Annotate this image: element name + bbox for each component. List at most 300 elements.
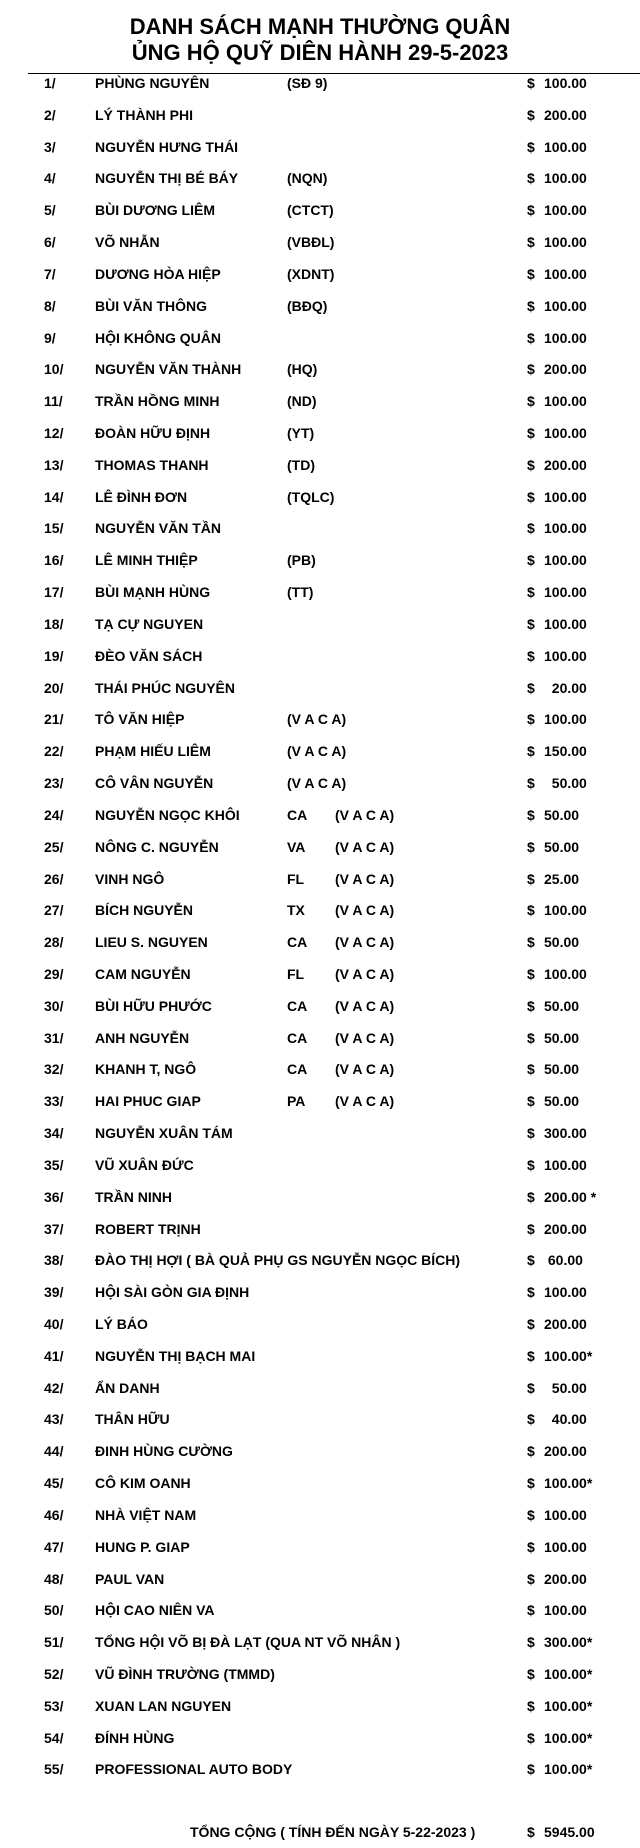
- currency-symbol: $: [527, 1539, 535, 1555]
- list-item: [0, 455, 640, 475]
- entry-number: 6/: [44, 234, 56, 250]
- donor-name: ĐÍNH HÙNG: [95, 1730, 175, 1746]
- donor-name: TẠ CỰ NGUYEN: [95, 616, 204, 632]
- list-item: [0, 932, 640, 952]
- currency-symbol: $: [527, 457, 535, 473]
- currency-symbol: $: [527, 934, 535, 950]
- donor-name: ĐINH HÙNG CƯỜNG: [95, 1443, 233, 1459]
- currency-symbol: $: [527, 1761, 535, 1777]
- donor-organization: (V A C A): [335, 1030, 395, 1046]
- currency-symbol: $: [527, 711, 535, 727]
- donor-name: ĐÈO VĂN SÁCH: [95, 648, 203, 664]
- currency-symbol: $: [527, 1507, 535, 1523]
- donor-unit: (SĐ 9): [287, 75, 328, 91]
- donor-name: NGUYỄN THỊ BÉ BÁY: [95, 170, 239, 186]
- entry-number: 33/: [44, 1093, 64, 1109]
- currency-symbol: $: [527, 298, 535, 314]
- document-title-line2: ỦNG HỘ QUỸ DIÊN HÀNH 29-5-2023: [131, 40, 509, 65]
- list-item: [0, 1632, 640, 1652]
- list-item: [0, 1569, 640, 1589]
- donor-name: LIEU S. NGUYEN: [95, 934, 208, 950]
- entry-number: 14/: [44, 489, 64, 505]
- currency-symbol: $: [527, 998, 535, 1014]
- currency-symbol: $: [527, 1061, 535, 1077]
- list-item: [0, 328, 640, 348]
- donor-name: BÙI HỮU PHƯỚC: [95, 998, 212, 1014]
- entry-number: 52/: [44, 1666, 64, 1682]
- list-item: [0, 1250, 640, 1270]
- currency-symbol: $: [527, 616, 535, 632]
- list-item: [0, 73, 640, 93]
- donor-unit: (TQLC): [287, 489, 335, 505]
- donation-amount: 100.00: [544, 489, 587, 505]
- list-item: [0, 741, 640, 761]
- list-item: [0, 1155, 640, 1175]
- list-item: [0, 996, 640, 1016]
- currency-symbol: $: [527, 584, 535, 600]
- donor-name: ANH NGUYỄN: [95, 1030, 190, 1046]
- donor-unit: (NQN): [287, 170, 328, 186]
- donor-unit: PA: [287, 1093, 306, 1109]
- entry-number: 27/: [44, 902, 64, 918]
- donation-amount: 100.00: [544, 139, 587, 155]
- entry-number: 25/: [44, 839, 64, 855]
- entry-number: 42/: [44, 1380, 64, 1396]
- currency-symbol: $: [527, 1475, 535, 1491]
- list-item: [0, 1282, 640, 1302]
- donation-amount: 100.00: [544, 902, 587, 918]
- donation-amount: 100.00: [544, 330, 587, 346]
- list-item: [0, 296, 640, 316]
- currency-symbol: $: [527, 1316, 535, 1332]
- donation-amount: 100.00: [544, 584, 587, 600]
- list-item: [0, 1378, 640, 1398]
- donation-amount: 100.00: [544, 648, 587, 664]
- entry-number: 22/: [44, 743, 64, 759]
- entry-number: 11/: [44, 393, 63, 409]
- list-item: [0, 1314, 640, 1334]
- entry-number: 24/: [44, 807, 64, 823]
- currency-symbol: $: [527, 107, 535, 123]
- currency-symbol: $: [527, 871, 535, 887]
- currency-symbol: $: [527, 1252, 535, 1268]
- currency-symbol: $: [527, 648, 535, 664]
- entry-number: 43/: [44, 1411, 64, 1427]
- donor-name: CÔ VÂN NGUYỄN: [95, 775, 214, 791]
- list-item: [0, 518, 640, 538]
- currency-symbol: $: [527, 807, 535, 823]
- currency-symbol: $: [527, 139, 535, 155]
- currency-symbol: $: [527, 902, 535, 918]
- list-item: [0, 200, 640, 220]
- donor-unit: (TD): [287, 457, 315, 473]
- entry-number: 31/: [44, 1030, 64, 1046]
- list-item: [0, 709, 640, 729]
- donation-amount: 100.00*: [544, 1698, 593, 1714]
- list-item: [0, 1219, 640, 1239]
- donor-name: NGUYỄN VĂN THÀNH: [95, 361, 242, 377]
- entry-number: 37/: [44, 1221, 64, 1237]
- donor-organization: (V A C A): [335, 902, 395, 918]
- currency-symbol: $: [527, 1030, 535, 1046]
- currency-symbol: $: [527, 234, 535, 250]
- entry-number: 21/: [44, 711, 64, 727]
- donation-amount: 100.00: [544, 393, 587, 409]
- list-item: [0, 805, 640, 825]
- donor-name: NHÀ VIỆT NAM: [95, 1507, 197, 1523]
- donation-amount: 200.00: [544, 1443, 587, 1459]
- entry-number: 44/: [44, 1443, 64, 1459]
- entry-number: 50/: [44, 1602, 64, 1618]
- list-item: [0, 678, 640, 698]
- currency-symbol: $: [527, 680, 535, 696]
- list-item: [0, 869, 640, 889]
- entry-number: 48/: [44, 1571, 64, 1587]
- currency-symbol: $: [527, 775, 535, 791]
- donor-name: THOMAS THANH: [95, 457, 209, 473]
- donation-amount: 200.00: [544, 107, 587, 123]
- entry-number: 5/: [44, 202, 56, 218]
- donor-name: VŨ XUÂN ĐỨC: [95, 1157, 194, 1173]
- donor-name: PHẠM HIẾU LIÊM: [95, 743, 211, 759]
- donation-amount: 40.00: [544, 1411, 587, 1427]
- currency-symbol: $: [527, 1348, 535, 1364]
- currency-symbol: $: [527, 202, 535, 218]
- donor-name: VINH NGÔ: [95, 871, 165, 887]
- donor-name: VÕ NHẪN: [95, 234, 160, 250]
- donor-unit: (YT): [287, 425, 315, 441]
- entry-number: 4/: [44, 170, 56, 186]
- entry-number: 30/: [44, 998, 64, 1014]
- donor-name: CAM NGUYỄN: [95, 966, 191, 982]
- list-item: [0, 837, 640, 857]
- list-item: [0, 1409, 640, 1429]
- total-amount: 5945.00: [544, 1824, 595, 1840]
- donor-name: KHANH T, NGÔ: [95, 1061, 197, 1077]
- donor-name: HAI PHUC GIAP: [95, 1093, 201, 1109]
- list-item: [0, 773, 640, 793]
- list-item: [0, 1728, 640, 1748]
- entry-number: 2/: [44, 107, 56, 123]
- list-item: [0, 168, 640, 188]
- entry-number: 12/: [44, 425, 64, 441]
- currency-symbol: $: [527, 1571, 535, 1587]
- entry-number: 36/: [44, 1189, 64, 1205]
- total-currency: $: [527, 1824, 535, 1840]
- donation-amount: 100.00: [544, 1602, 587, 1618]
- donor-organization: (V A C A): [335, 1093, 395, 1109]
- list-item: [0, 391, 640, 411]
- donor-unit: CA: [287, 807, 308, 823]
- donation-amount: 100.00: [544, 1284, 587, 1300]
- list-item: [0, 423, 640, 443]
- donation-amount: 100.00: [544, 1539, 587, 1555]
- entry-number: 38/: [44, 1252, 64, 1268]
- currency-symbol: $: [527, 1411, 535, 1427]
- donor-unit: (BĐQ): [287, 298, 328, 314]
- donation-amount: 200.00: [544, 1221, 587, 1237]
- donation-amount: 300.00: [544, 1125, 587, 1141]
- donation-amount: 100.00: [544, 711, 587, 727]
- donation-amount: 100.00: [544, 966, 587, 982]
- donor-name: BÙI MẠNH HÙNG: [95, 584, 211, 600]
- donation-amount: 150.00: [544, 743, 587, 759]
- donor-name: LÝ THÀNH PHI: [95, 107, 193, 123]
- entry-number: 10/: [44, 361, 64, 377]
- donor-organization: (V A C A): [335, 807, 395, 823]
- donation-amount: 200.00: [544, 1571, 587, 1587]
- donor-organization: (V A C A): [335, 998, 395, 1014]
- entry-number: 32/: [44, 1061, 64, 1077]
- donation-amount: 100.00: [544, 520, 587, 536]
- list-item: [0, 646, 640, 666]
- entry-number: 3/: [44, 139, 56, 155]
- donor-organization: (V A C A): [335, 1061, 395, 1077]
- currency-symbol: $: [527, 966, 535, 982]
- entry-number: 34/: [44, 1125, 64, 1141]
- entry-number: 15/: [44, 520, 64, 536]
- donor-name: NGUYỄN THỊ BẠCH MAI: [95, 1348, 256, 1364]
- document-title-line1: DANH SÁCH MẠNH THƯỜNG QUÂN: [129, 14, 511, 39]
- entry-number: 16/: [44, 552, 64, 568]
- list-item: [0, 1123, 640, 1143]
- donation-amount: 50.00: [544, 1030, 580, 1046]
- entry-number: 53/: [44, 1698, 64, 1714]
- currency-symbol: $: [527, 1221, 535, 1237]
- donor-unit: FL: [287, 966, 305, 982]
- donation-amount: 100.00*: [544, 1666, 593, 1682]
- donor-name: PAUL VAN: [95, 1571, 165, 1587]
- currency-symbol: $: [527, 75, 535, 91]
- donor-name: ĐOÀN HỮU ĐỊNH: [95, 425, 211, 441]
- donor-organization: (V A C A): [335, 966, 395, 982]
- currency-symbol: $: [527, 489, 535, 505]
- donor-unit: CA: [287, 1030, 308, 1046]
- donor-unit: (XDNT): [287, 266, 335, 282]
- donor-unit: (HQ): [287, 361, 318, 377]
- donor-name: HỘI SÀI GÒN GIA ĐỊNH: [95, 1284, 250, 1300]
- donation-amount: 50.00: [544, 934, 580, 950]
- total-label: TỔNG CỘNG ( TÍNH ĐẾN NGÀY 5-22-2023 ): [190, 1824, 476, 1840]
- donor-unit: (ND): [287, 393, 317, 409]
- donor-name: ẨN DANH: [95, 1380, 160, 1396]
- currency-symbol: $: [527, 520, 535, 536]
- donor-unit: (V A C A): [287, 743, 347, 759]
- donor-name: NGUYỄN NGỌC KHÔI: [95, 807, 240, 823]
- currency-symbol: $: [527, 1730, 535, 1746]
- entry-number: 35/: [44, 1157, 64, 1173]
- entry-number: 26/: [44, 871, 64, 887]
- donation-amount: 100.00*: [544, 1761, 593, 1777]
- donor-name: ROBERT TRỊNH: [95, 1221, 201, 1237]
- entry-number: 46/: [44, 1507, 64, 1523]
- donor-name: VŨ ĐÌNH TRƯỜNG (TMMD): [95, 1666, 275, 1682]
- currency-symbol: $: [527, 266, 535, 282]
- donor-name: TÔ VĂN HIỆP: [95, 711, 185, 727]
- donor-name: HỘI KHÔNG QUÂN: [95, 330, 221, 346]
- list-item: [0, 1600, 640, 1620]
- donation-amount: 200.00: [544, 1316, 587, 1332]
- entry-number: 8/: [44, 298, 56, 314]
- currency-symbol: $: [527, 1443, 535, 1459]
- donation-amount: 100.00: [544, 234, 587, 250]
- entry-number: 55/: [44, 1761, 64, 1777]
- entry-number: 20/: [44, 680, 64, 696]
- entry-number: 40/: [44, 1316, 64, 1332]
- donor-name: HUNG P. GIAP: [95, 1539, 190, 1555]
- donation-amount: 60.00: [544, 1252, 583, 1268]
- donation-amount: 100.00*: [544, 1730, 593, 1746]
- list-item: [0, 550, 640, 570]
- list-item: [0, 1059, 640, 1079]
- donor-unit: (PB): [287, 552, 316, 568]
- donation-amount: 100.00: [544, 75, 587, 91]
- entry-number: 28/: [44, 934, 64, 950]
- donation-amount: 50.00: [544, 1061, 580, 1077]
- donation-amount: 20.00: [544, 680, 587, 696]
- donation-amount: 50.00: [544, 775, 587, 791]
- currency-symbol: $: [527, 1380, 535, 1396]
- donor-name: THÁI PHÚC NGUYÊN: [95, 680, 236, 696]
- donation-amount: 100.00: [544, 202, 587, 218]
- donor-unit: TX: [287, 902, 305, 918]
- donor-name: NGUYỄN HƯNG THÁI: [95, 139, 239, 155]
- entry-number: 18/: [44, 616, 64, 632]
- donation-amount: 50.00: [544, 839, 580, 855]
- donor-unit: (V A C A): [287, 775, 347, 791]
- currency-symbol: $: [527, 839, 535, 855]
- entry-number: 19/: [44, 648, 64, 664]
- list-item: [0, 1346, 640, 1366]
- donor-unit: CA: [287, 1061, 308, 1077]
- list-item: [0, 137, 640, 157]
- donor-name: BÙI VĂN THÔNG: [95, 298, 207, 314]
- donation-amount: 200.00: [544, 361, 587, 377]
- entry-number: 7/: [44, 266, 56, 282]
- donor-name: XUAN LAN NGUYEN: [95, 1698, 232, 1714]
- donation-amount: 50.00: [544, 807, 580, 823]
- donation-amount: 200.00: [544, 457, 587, 473]
- donor-organization: (V A C A): [335, 839, 395, 855]
- entry-number: 51/: [44, 1634, 64, 1650]
- currency-symbol: $: [527, 1093, 535, 1109]
- donor-name: NGUYỄN VĂN TẦN: [95, 520, 222, 536]
- list-item: [0, 1696, 640, 1716]
- donation-amount: 100.00: [544, 425, 587, 441]
- donor-name: NÔNG C. NGUYỄN: [95, 839, 219, 855]
- list-item: [0, 264, 640, 284]
- entry-number: 39/: [44, 1284, 64, 1300]
- list-item: [0, 1091, 640, 1111]
- donation-amount: 50.00: [544, 998, 580, 1014]
- donor-name: ĐÀO THỊ HỢI ( BÀ QUẢ PHỤ GS NGUYỄN NGỌC BÍCH): [95, 1252, 461, 1268]
- donor-name: DƯƠNG HÒA HIỆP: [95, 266, 221, 282]
- donor-name: BÙI DƯƠNG LIÊM: [95, 202, 215, 218]
- entry-number: 29/: [44, 966, 64, 982]
- list-item: [0, 1537, 640, 1557]
- donation-amount: 100.00: [544, 1157, 587, 1173]
- currency-symbol: $: [527, 1634, 535, 1650]
- donation-amount: 200.00 *: [544, 1189, 597, 1205]
- list-item: [0, 1759, 640, 1779]
- donation-amount: 300.00*: [544, 1634, 593, 1650]
- donor-unit: (CTCT): [287, 202, 334, 218]
- list-item: [0, 614, 640, 634]
- donor-unit: (VBĐL): [287, 234, 335, 250]
- list-item: [0, 105, 640, 125]
- entry-number: 23/: [44, 775, 64, 791]
- donation-amount: 100.00: [544, 1507, 587, 1523]
- entry-number: 47/: [44, 1539, 64, 1555]
- list-item: [0, 900, 640, 920]
- donation-amount: 100.00: [544, 170, 587, 186]
- list-item: [0, 1187, 640, 1207]
- currency-symbol: $: [527, 170, 535, 186]
- currency-symbol: $: [527, 1157, 535, 1173]
- donor-unit: CA: [287, 934, 308, 950]
- donor-name: THÂN HỮU: [95, 1411, 170, 1427]
- donor-organization: (V A C A): [335, 934, 395, 950]
- donor-name: LÊ MINH THIỆP: [95, 552, 198, 568]
- donor-unit: (TT): [287, 584, 314, 600]
- currency-symbol: $: [527, 1698, 535, 1714]
- list-item: [0, 1473, 640, 1493]
- donor-name: CÔ KIM OANH: [95, 1475, 191, 1491]
- donation-amount: 50.00: [544, 1380, 587, 1396]
- donor-name: HỘI CAO NIÊN VA: [95, 1602, 215, 1618]
- donation-amount: 100.00*: [544, 1475, 593, 1491]
- donor-unit: (V A C A): [287, 711, 347, 727]
- entry-number: 41/: [44, 1348, 64, 1364]
- donor-organization: (V A C A): [335, 871, 395, 887]
- currency-symbol: $: [527, 1125, 535, 1141]
- donation-amount: 100.00: [544, 552, 587, 568]
- entry-number: 1/: [44, 75, 56, 91]
- donor-unit: CA: [287, 998, 308, 1014]
- donor-name: TRẦN NINH: [95, 1189, 172, 1205]
- donation-amount: 100.00: [544, 298, 587, 314]
- currency-symbol: $: [527, 393, 535, 409]
- currency-symbol: $: [527, 743, 535, 759]
- entry-number: 17/: [44, 584, 64, 600]
- list-item: [0, 582, 640, 602]
- donation-amount: 100.00: [544, 616, 587, 632]
- currency-symbol: $: [527, 1666, 535, 1682]
- donation-amount: 100.00*: [544, 1348, 593, 1364]
- list-item: [0, 1028, 640, 1048]
- currency-symbol: $: [527, 1284, 535, 1300]
- list-item: [0, 359, 640, 379]
- donor-name: TRẦN HỒNG MINH: [95, 393, 220, 409]
- currency-symbol: $: [527, 330, 535, 346]
- currency-symbol: $: [527, 425, 535, 441]
- list-item: [0, 1505, 640, 1525]
- donor-name: NGUYỄN XUÂN TÁM: [95, 1125, 233, 1141]
- list-item: [0, 964, 640, 984]
- list-item: [0, 1441, 640, 1461]
- donation-amount: 100.00: [544, 266, 587, 282]
- donor-name: PHÙNG NGUYÊN: [95, 75, 210, 91]
- list-item: [0, 487, 640, 507]
- donor-name: PROFESSIONAL AUTO BODY: [95, 1761, 293, 1777]
- currency-symbol: $: [527, 361, 535, 377]
- currency-symbol: $: [527, 1602, 535, 1618]
- currency-symbol: $: [527, 552, 535, 568]
- donor-name: LÊ ĐÌNH ĐƠN: [95, 489, 188, 505]
- list-item: [0, 1664, 640, 1684]
- list-item: [0, 232, 640, 252]
- donation-amount: 25.00: [544, 871, 580, 887]
